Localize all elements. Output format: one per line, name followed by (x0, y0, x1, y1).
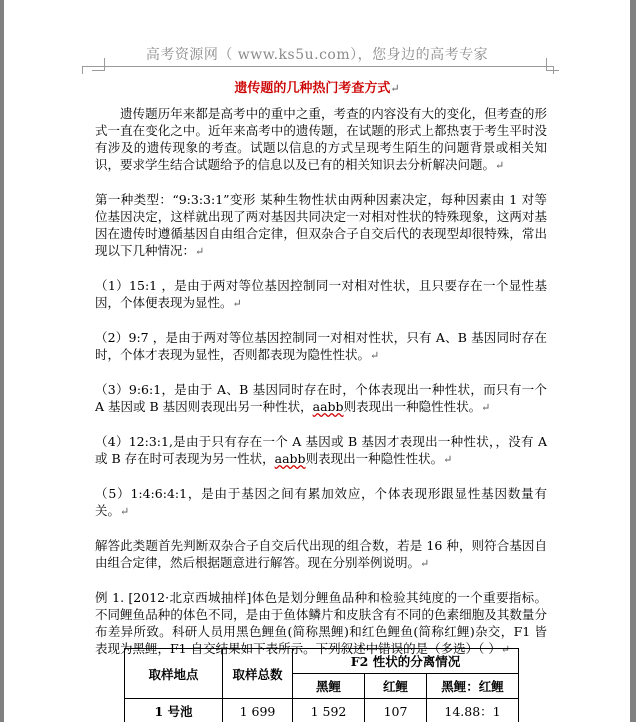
solution-paragraph: 解答此类题首先判断双杂合子自交后代出现的组合数，若是 16 种，则符合基因自由组合定律，然后根据题意进行解答。现在分别举例说明。↵ (95, 538, 547, 570)
document-page (4, 0, 630, 722)
page-header: 高考资源网（ www.ks5u.com），您身边的高考专家 (145, 47, 489, 63)
spellcheck-word: aabb (274, 451, 306, 466)
header-cell-location: 取样地点 (125, 649, 223, 699)
type-one-paragraph: 第一种类型：“9:3:3:1”变形 某种生物性状由两种因素决定，每种因素由 1 对等位基因决定，这样就出现了两对基因共同决定一对相对性状的特殊现象，这两对基因在遗传时遵循基因自由组合定律，但双杂合子自交后代的表现型却很特殊，常出现以下几种情况：↵ (95, 192, 547, 258)
case-1-paragraph: （1）15:1 ，是由于两对等位基因控制同一对相对性状，且只要存在一个显性基因，个体便表现为显性。↵ (95, 278, 547, 310)
document-title (4, 77, 630, 96)
header-rule-left-tick (82, 66, 83, 74)
cell-red: 107 (365, 699, 427, 722)
case-2-paragraph: （2）9:7 ，是由于两对等位基因控制同一对相对性状，只有 A、B 基因同时存在时，个体才表现为显性，否则都表现为隐性性状。↵ (95, 330, 547, 362)
paragraph-mark: ↵ (390, 82, 400, 95)
cell-total: 1 699 (223, 699, 293, 722)
case-4-paragraph: （4）12:3:1,是由于只有存在一个 A 基因或 B 基因才表现出一种性状，，没有 A 或 B 存在时可表现为另一性状，aabb则表现出一种隐性性状。↵ (95, 434, 547, 466)
cell-location: 1 号池 (125, 699, 223, 722)
document-body (95, 105, 547, 658)
intro-paragraph: 遗传题历年来都是高考中的重中之重，考查的内容没有大的变化，但考查的形式一直在变化之中。近年来高考中的遗传题，在试题的形式上都热衷于考生平时没有涉及的遗传现象的考查。试题以信息的方式呈现考生陌生的问题背景或相关知识，要求学生结合试题给予的信息以及已有的相关知识去分析解决问题。↵ (95, 106, 547, 172)
spellcheck-word: aabb (312, 399, 344, 414)
header-rule (82, 66, 554, 67)
cell-ratio: 14.88：1 (427, 699, 519, 722)
subheader-cell-ratio: 黑鲤：红鲤 (427, 674, 519, 699)
subheader-cell-black: 黑鲤 (293, 674, 365, 699)
header-rule-right-tick (553, 66, 554, 74)
table-header-row (125, 649, 519, 674)
case-5-paragraph: （5）1:4:6:4:1，是由于基因之间有累加效应，个体表现形跟显性基因数量有关。↵ (95, 486, 547, 518)
cell-black: 1 592 (293, 699, 365, 722)
subheader-cell-red: 红鲤 (365, 674, 427, 699)
table-row (125, 699, 519, 722)
title-text: 遗传题的几种热门考查方式 (234, 81, 391, 96)
case-3-paragraph: （3）9:6:1，是由于 A、B 基因同时存在时，个体表现出一种性状，而只有一个 A 基因或 B 基因则表现出另一种性状，aabb则表现出一种隐性性状。↵ (95, 382, 547, 414)
f2-segregation-table (124, 648, 519, 722)
header-cell-f2: F2 性状的分离情况 (293, 649, 519, 674)
example-1-paragraph: 例 1. [2012·北京西城抽样]体色是划分鲤鱼品种和检验其纯度的一个重要指标。不同鲤鱼品种的体色不同，是由于鱼体鳞片和皮肤含有不同的色素细胞及其数量分布差异所致。科研人员用黑色鲤鱼(简称黑鲤)和红色鲤鱼(简称红鲤)杂交，F1 皆表现为黑鲤，F1 自交结果如下表所示。下列叙述中错误的是（多选）（ ）↵ (95, 590, 547, 656)
header-cell-total: 取样总数 (223, 649, 293, 699)
